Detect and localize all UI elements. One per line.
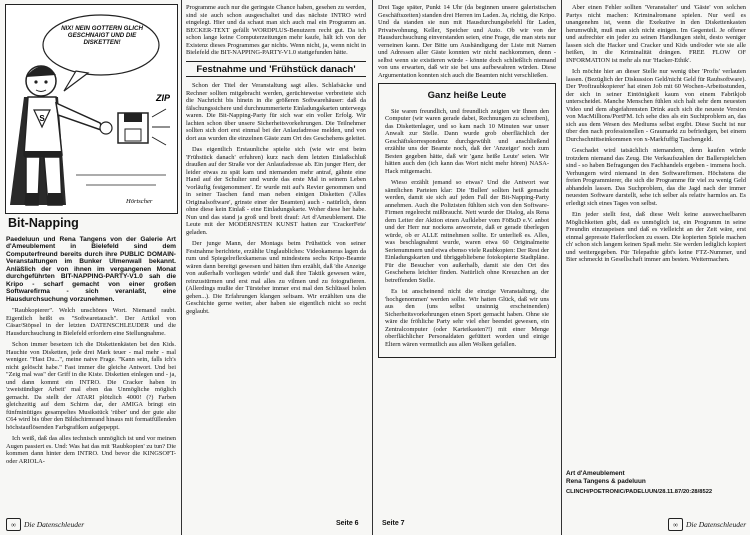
artist-signature: Hörtscher	[126, 198, 153, 205]
col2-paragraph: Schon der Titel der Veranstaltung sagt alles. Schlafsäcke und Rechner sollten mitgebracht werden, gerüchteweise verbreitete sich die Nachricht bis hinein in die größeren Softwarehäuser: daß da fälschungssichere und durchnummerierte Einladungskarten unterwegs waren. Die Bit-Napping-Party für sich war ein voller Erfolg. Wir lachten schon über unsere Sicherheitsvorkehrungen. Die Teilnehmer sollten sich dort erst einmal bei der Anlaufadresse melden, und von dort aus wurden die einzelnen Gäste zum Ort des Geschehens geleitet.	[186, 82, 366, 142]
credits-code: CLINCH/POETRONIC/PADELUUN/28.11.87/20:28/8522	[566, 488, 713, 495]
superhero-comic-drawing	[6, 5, 177, 213]
footer-logo-right	[668, 518, 746, 531]
column-2	[186, 4, 366, 509]
col3-top-text: Drei Tage später, Punkt 14 Uhr (da beginnen unsere galeristischen Geschäftszeiten) standen drei Herren im Laden. Ja, richtig, die Kripo. Und da standen sie nun mit Hausdurchungsbefehl für Laden, Privatwohnung, Keller, Speicher und Auto. Ob wir von der Hausdurchsuchung einverstanden seien, eine Frage, die man stets nur verneinen kann. Der Bitte um Aushändigung der Liste mit Namen und Adressen aller Gäste konnten wir nicht nachkommen, denn - selbst wenn sie existieren würde - könnte doch schließlich niemand von uns erwarten, daß wir sie bei uns aufbewahren würden. Diese Argumentation konnten sich auch die Beamten nicht verschließen.	[378, 4, 556, 79]
boxed-section	[378, 83, 556, 358]
credits-organization: Art d'Ameublement	[566, 470, 625, 477]
heading-festnahme: Festnahme und 'Frühstück danach'	[186, 61, 366, 78]
col3-paragraph: Wieso erzählt jemand so etwas? Und die Antwort war sämtlichen Parteien klar: Die 'Bullen' sollten heiß gemacht werden, damit sie sich auf jeden Fall der Bit-Napping-Party annehmen. Auch die Polizisten fühlten sich von den Software-Firmen regelrecht mißbraucht. Nett wurde der Dialog, als Rena dem Leiter der Aktion einen Aufkleber vom FöBuD e.V. anbot und der Herr nur nockens anworrete, daß er gerade überlegen würde, ob er ALLE mitnehmen sollte. Er unterließ es. Alles, was beschlagnahmt wurde, waren etwa 60 Originalmeite Serienummern und etwa ebenso viele Raubkopien: Der Rest der Einladungskarten und übriggebliebene fotokopierte Stadtpläne. Für die Besucher von außerhalb, damit sie den Ort des Geschehens leichter finden. Natürlich ohne Kreuzchen an der betreffenden Stelle.	[385, 179, 549, 284]
col3-paragraph: Es ist anscheinend nicht die einzige Veranstaltung, die 'hochgenommen' werden sollte. Wir hatten Glück, daß wir uns aus den (uns selbst unsinnig erscheinenden) Sicherheitsvorkehrungen einen Sport gemacht haben. Ohne sie wäre die fröhliche Party sehr viel eher beendet gewesen, ein Zentralcomputer (oder Karteikasten?!) mit einer Menge oberflächlicher Personaldaten gefüttert worden und einige Eltern wären vermutlich aus allen Wolken gefallen.	[385, 288, 549, 348]
comic-illustration	[5, 4, 178, 214]
logo-text: Die Datenschleuder	[24, 520, 85, 529]
col4-paragraph: Geschadet wird tatsächlich niemandem, denn kaufen würde trotzdem niemand das Zeug. Die Verkaufszahlen der Ballerspielchen sind - so haben Befragungen des Fachhandels ergeben - immens hoch. Verhungern wird niemand in den Softwarefirmen. Höchstens die freien Programmierer, die sich die Programme für viel zu wenig Geld abhandeln lassen. Das Suchproblem, das die Jagd nach der immer neuesten Software darstellt, sehe ich selber als relativ harmlos an. Es erledigt sich eines Tages von selbst.	[566, 147, 746, 207]
footer-logo-left	[6, 518, 84, 531]
column-divider	[372, 0, 373, 535]
col4-paragraph: Ein jeder stellt fest, daß diese Welt keine auswechselbaren Möglichkeiten gibt, daß es unmöglich ist, ein Programm in seine Freundin einzuspeisen und daß es vielleicht an der Zeit wäre, erst einmal gepresste Haferflocken zu essen. Die kopierten Spiele machen ch' schon sich langem keinen Spaß mehr. Sie werden lediglich kopiert und weitergegeben. Für Telepathie gibt's keine FTZ-Nummer, und Bier schmeckt in Gesellschaft immer am besten. Weitermachen.	[566, 211, 746, 263]
article-title: Bit-Napping	[8, 216, 79, 230]
col2-top-text: Programme auch nur die geringste Chance haben, gesehen zu werden, sind sie auch schon ausgeschaltet und das nächste INTRO wird eingelegt. Hier und da schaut man sich auch mal ein Programm an. BECKER-TEXT gefällt WORDPLUS-Benutzern recht gut. Da ich schon lange keine Computerzeitungen mehr kaufe, hält ich von der Existenz dieses Programmes gar nichts. Wenn nicht, ja, wenn nicht in Bielefeld die BIT-NAPPING-PARTY-V1.0 stattgefunden hätte.	[186, 4, 366, 56]
credits-names: Rena Tangens & padeluun	[566, 477, 646, 485]
column-divider	[181, 0, 182, 535]
col1-paragraph: Schon immer besetzen ich die Diskettenkästen bei den Kids. Hauchte von Disketten, jede drei Mark teuer - mal mehr - mal weniger. "Hast Du...", meine naive Frage. "Kann sein, falls ich's nicht gelöscht habe." Fast immer die gleiche Antwort. Und bei "Zeig mal was" der Griff in die Kiste. Disketten einlegen und - ja, und dann kommt ein INTRO. Die Cracker haben in 'zweistündiger Arbeit' mal eben das Unmögliche möglich gemacht. Da stellt der ATARI plötzlich 4000! (?) Farben gleichzeitig auf dem Schirm dar, der AMIGA bringt ein fünfminütiges gesampeltes Musikstück 'rüber' und der gute alte C64 wird bis über den Bildschirmrand hinaus mit formatfüllenden höchstauflösenden Farbgrafiken aufgepeppt.	[6, 341, 176, 431]
page-number-left: Seite 6	[336, 520, 359, 527]
col2-paragraph: Das eigentlich Erstaunliche spielte sich (wie wir erst beim 'Frühstück danach' erfuhren) kurz nach dem letzten Einlaßschluß draußen auf der Straße vor der Anlaufadresse ab. Ein junger Herr, der leider etwas zu spät kam und niemanden mehr antraf, gähnte eine Hand auf der Schulter und wurde das erste Mal in seinem Leben 'vorläufig festgenommen'. Er wurde mit auf's Revier genommen und in seiner Taschen fand man neben einigen Disketten ('Alles Originalsoftware', grinste einer der Beamten) auch - natürlich, denn ohne diese kein Einlaß - eine Einladungskarte. Woher diese her habe. Nun und das stand ja groß und breit drauf: Art d'Ameublement. Die Leute mit der MODERNSTEN KUNST hatten zur 'CrackerFete' geladen.	[186, 146, 366, 236]
col1-paragraph: Ich weiß, daß das alles technisch unmöglich ist und vor meinen Augen passiert es. Und: Was hat das mit 'Raubkopien' zu tun? Die kommen dann hinter dem INTRO. Und bevor die KINGSOFT- oder ARIOLA-	[6, 435, 176, 465]
column-divider	[561, 0, 562, 535]
col1-paragraph: "Raubkopierer". Welch unschönes Wort. Niemand raubt. Eigentlich heißt es "Softwaretausch". Der Artikel von Cäsar/Stöpsel in der letzten DATENSCHLEUDER und die Hausdurchsuchung in Bielefeld erfordern eine Stellungnahme.	[6, 307, 176, 337]
svg-text:S: S	[39, 114, 45, 123]
col2-paragraph: Der junge Mann, der Montags beim Frühstück von seiner Festnahme berichtete, erzählte Unglaubliches: Videokameras lagen da rum und Spiegelreflexkameras und mindestens sechs Kripo-Beamte wären dann bereitgi gewesen und hätten ihm erzählt, daß 'die Anzeige von außerhalb vorliegen würde' und daß ihre Taktik gewesen wäre, reinzustürmen und erst mal alles zu vilmen und zu fotografieren. (Allerdings mußte der Türsteher immer erst mal den Schlüssel holen gehen...). Die Erfahrungen klangen seltsam. Wir erzählten uns die Geschichte gerne weiter, aber haben sie eigentlich nicht so recht geglaubt.	[186, 240, 366, 315]
article-lead: Paedeluun und Rena Tangens von der Galerie Art d'Ameublement in Bielefeld sind dem Computerfreund bereits durch ihre PUBLIC DOMAIN-Veranstaltungen im Bunker Ulmenwall bekannt. Anläßlich der von ihnen im vergangenen Monat durchgeführten BIT-NAPPING-PARTY-V1.0 sah die Kripo - scharf gemacht von einer großen Softwarefirma - sich veranlaßt, eine Hausdurchsuchung vorzunehmen.	[6, 235, 176, 303]
column-3	[378, 4, 556, 509]
page-number-right: Seite 7	[382, 520, 405, 527]
column-1	[6, 214, 176, 510]
column-4	[566, 4, 746, 464]
heading-ganz-heisse-leute: Ganz heiße Leute	[427, 90, 507, 101]
col4-paragraph: Aber einen Fehler sollten 'Veranstalter' und 'Gäste' von solchen Partys nicht machen: Kriminalromane spielen. Nur weil es unangenehm ist, wenn die Exekutive in den Diskettenkasten herumwühlt, muß man sich nicht einigen. Im Gegenteil. Je offener und aufrechter ein jeder zu seinen Handlungen steht, desto weniger lassen sich die Hacker und Cracker und Kids und/oder wie sie alle heißen, in die Kriminalität drängen. FREE FLOW OF INFORMATION ist mehr als nur 'Hacker-Ethik'.	[566, 4, 746, 64]
col4-paragraph: Ich möchte hier an dieser Stelle nur wenig über 'Profis' verlauten lassen. (Bezüglich der Diskussion Geld/nicht Geld für Raubsoftware). Der 'Profiraubkopierer' hat einen Job mit 60 Wochen-Arbeitsstunden, der sich in seiner Eintönigkeit kaum von einem Fabrikjob unterscheidet. Manche Menschen fühlen sich halt sehr dem neuesten Video und dem abgefahrensten Drink auch sich die neueste Version von MacMillions/PortFM. Ich sehe dies als ein Suchtproblem an, das sich aus dem Wesen des Mediums selbst ergibt. Diese Sucht ist nur über den nach professionellen - Graumarkt zu befriedigen, bei einem Durchschnittseinkommen von x-Markfuffig Taschengeld.	[566, 68, 746, 143]
logo-text: Die Datenschleuder	[686, 520, 747, 529]
author-credits	[566, 470, 748, 496]
col3-paragraph: Sie waren freundlich, und freundlich zeigten wir Ihnen den Computer (wir waren gerade dabei, Rechnungen zu schreiben), das Diskettenlager, und so kam nach 10 Minuten war unser Anwalt zur Stelle. Dann wurde grob oberflächlich der Geschäftskorrespondenz durchgewühlt und anschließend erzählte uns der Beamte noch, daß der 'Anzeiger' noch zum Besten gegeben hätte, daß wir 'ganz heiße Leute' seien. Wir hätten auch den (ich kann das Wort nicht mehr hören) NASA-Hack mitgemacht.	[385, 107, 549, 175]
sound-effect-text: ZIP	[156, 93, 171, 103]
chaos-knot-icon: ∞	[668, 518, 683, 531]
speech-bubble-text: NIX! NEIN GÖTTERN GLICH GESCHNAIGT UND DIE DISKETTEN!	[61, 25, 143, 47]
chaos-knot-icon: ∞	[6, 518, 21, 531]
